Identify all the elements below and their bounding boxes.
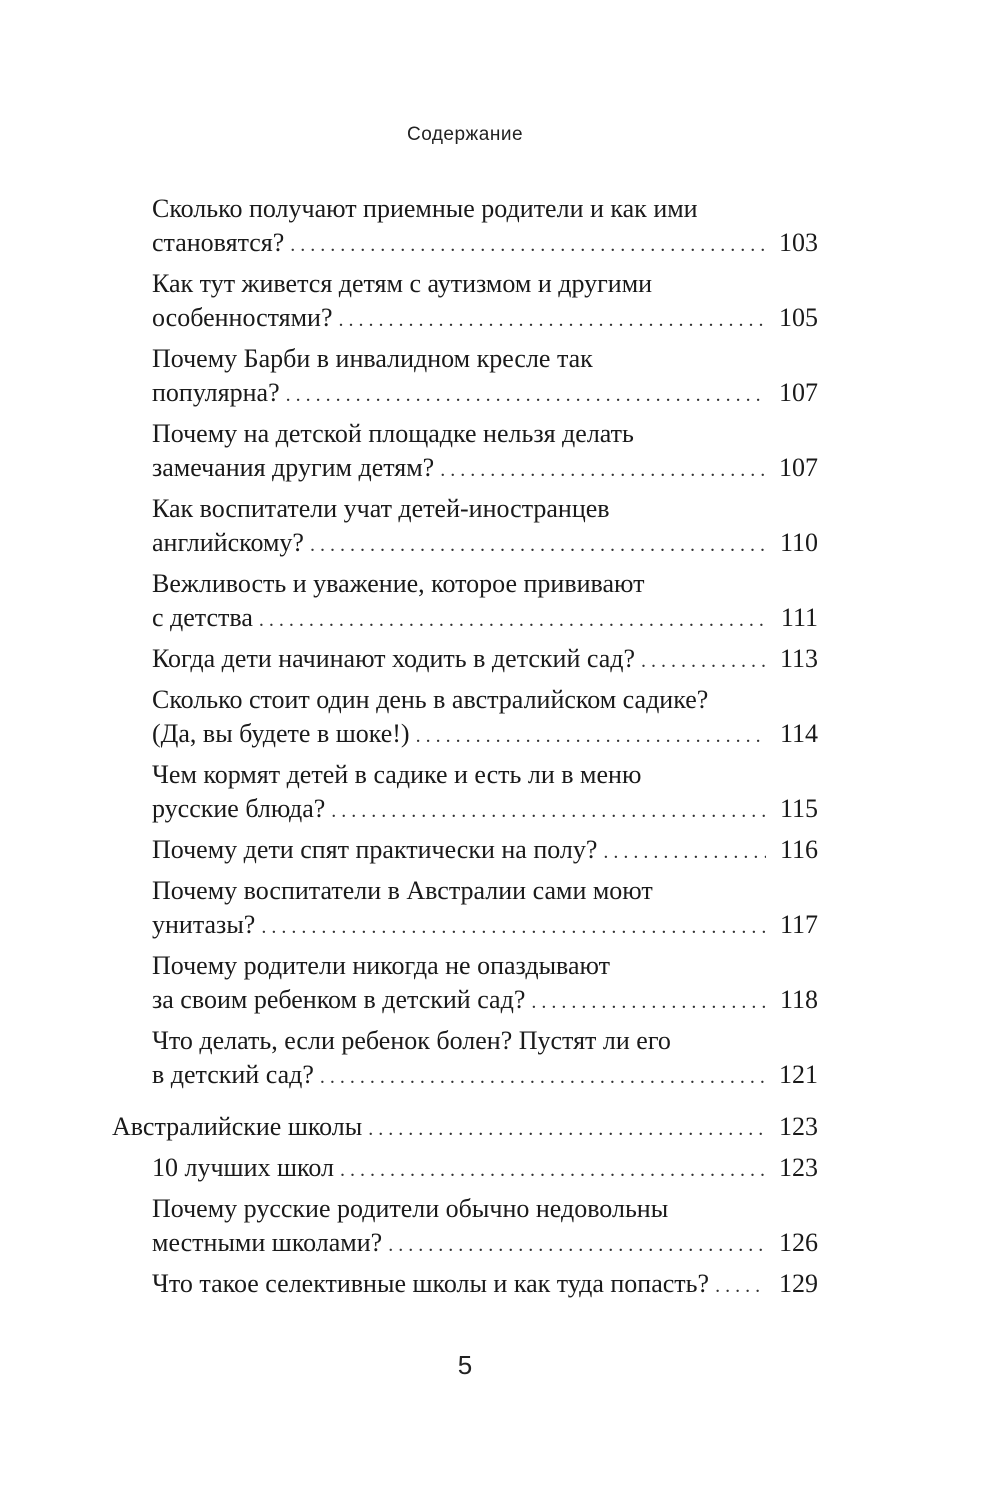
toc-entry-line [152,758,818,792]
toc-page-number: 121 [779,1060,818,1089]
dot-leader [310,528,766,562]
toc-entry-title: Сколько получают приемные родители и как ими [152,194,698,223]
toc-entry-title: (Да, вы будете в шоке!) [152,719,410,748]
toc-entry[interactable] [152,1267,818,1303]
toc-entry-line [152,1226,818,1262]
dot-leader [331,794,766,828]
toc-entry-line [152,1192,818,1226]
toc-entry[interactable] [152,192,818,262]
dot-leader [715,1269,766,1303]
toc-entry-title: с детства [152,603,253,632]
toc-page-number: 129 [779,1269,818,1298]
toc-entry-line [152,267,818,301]
toc-entry[interactable] [152,1151,818,1187]
toc-entry-title: Сколько стоит один день в австралийском садике? [152,685,709,714]
toc-entry-line [152,683,818,717]
toc-section-entry[interactable] [112,1110,818,1146]
toc-entry-title: Как воспитатели учат детей-иностранцев [152,494,610,523]
toc-entry-line [152,792,818,828]
toc-entry-title: Что такое селективные школы и как туда попасть? [152,1269,710,1298]
dot-leader [320,1060,766,1094]
toc-entry-title: Почему родители никогда не опаздывают [152,951,610,980]
toc-page-number: 126 [779,1228,818,1257]
toc-entry-line [152,192,818,226]
dot-leader [290,228,766,262]
toc-entry-title: Почему дети спят практически на полу? [152,835,598,864]
toc-entry[interactable] [152,642,818,678]
dot-leader [340,1153,766,1187]
toc-page-number: 117 [779,910,818,939]
toc-entry-title: русские блюда? [152,794,326,823]
toc-entry-line [152,342,818,376]
toc-entry-title: Почему Барби в инвалидном кресле так [152,344,593,373]
toc-entry-title: Как тут живется детям с аутизмом и другими [152,269,653,298]
toc-entry-line [152,301,818,337]
toc-entry-title: Почему воспитатели в Австралии сами моют [152,876,653,905]
dot-leader [641,644,766,678]
toc-entry-line [152,601,818,637]
toc-entry[interactable] [152,567,818,637]
toc-entry-line [152,1151,818,1187]
toc-entry-title: замечания другим детям? [152,453,435,482]
page-number: 5 [457,1350,473,1380]
toc-entry[interactable] [152,758,818,828]
toc-page-number: 103 [779,228,818,257]
toc-entry[interactable] [152,492,818,562]
toc-entry-line [152,567,818,601]
toc-entry-line [152,833,818,869]
dot-leader [416,719,766,753]
toc-section-title: Австралийские школы [112,1112,363,1141]
toc-page-number: 107 [779,453,818,482]
dot-leader [388,1228,766,1262]
toc-entry-title: Чем кормят детей в садике и есть ли в меню [152,760,642,789]
toc-entry-title: 10 лучших школ [152,1153,334,1182]
dot-leader [531,985,766,1019]
toc-page-number: 110 [779,528,818,557]
toc-page-number: 118 [779,985,818,1014]
toc-entry[interactable] [152,833,818,869]
toc-entry-line [152,451,818,487]
toc-entry-title: Вежливость и уважение, которое прививают [152,569,645,598]
toc-entry-line [152,226,818,262]
toc-page-number: 107 [779,378,818,407]
toc-entry[interactable] [152,683,818,753]
toc-page-number: 113 [779,644,818,673]
toc-entry-line [152,1058,818,1094]
toc-entry[interactable] [152,342,818,412]
toc-entry-title: становятся? [152,228,285,257]
toc-page-number: 123 [779,1112,818,1141]
toc-entry-title: популярна? [152,378,280,407]
toc-entry-title: английскому? [152,528,304,557]
running-head: Содержание [406,124,524,145]
toc-entry-title: Почему русские родители обычно недовольны [152,1194,669,1223]
toc-entry-title: местными школами? [152,1228,383,1257]
toc-entry[interactable] [152,1024,818,1094]
toc-page-number: 116 [779,835,818,864]
toc-entry-title: Когда дети начинают ходить в детский сад? [152,644,636,673]
table-of-contents [0,192,1000,1308]
toc-entry-line [152,908,818,944]
toc-entry-line [112,1110,818,1146]
toc-entry-line [152,717,818,753]
toc-page-number: 123 [779,1153,818,1182]
toc-entry-line [152,983,818,1019]
toc-entry-line [152,949,818,983]
toc-entry-line [152,492,818,526]
toc-entry-title: в детский сад? [152,1060,314,1089]
toc-entry-line [152,417,818,451]
toc-entry-title: Что делать, если ребенок болен? Пустят ли его [152,1026,671,1055]
dot-leader [368,1112,766,1146]
dot-leader [259,603,766,637]
toc-entry-title: унитазы? [152,910,256,939]
toc-entry[interactable] [152,417,818,487]
toc-page-number: 105 [779,303,818,332]
toc-page-number: 115 [779,794,818,823]
dot-leader [440,453,766,487]
toc-page-number: 114 [779,719,818,748]
toc-entry-title: особенностями? [152,303,333,332]
toc-entry[interactable] [152,874,818,944]
toc-entry-title: Почему на детской площадке нельзя делать [152,419,634,448]
toc-entry[interactable] [152,1192,818,1262]
toc-entry-line [152,526,818,562]
dot-leader [339,303,766,337]
dot-leader [286,378,766,412]
toc-entry[interactable] [152,267,818,337]
toc-entry-line [152,1024,818,1058]
dot-leader [261,910,766,944]
toc-entry[interactable] [152,949,818,1019]
toc-entry-line [152,1267,818,1303]
dot-leader [603,835,766,869]
toc-page-number: 111 [780,603,818,632]
toc-entry-line [152,874,818,908]
toc-entry-line [152,642,818,678]
toc-entry-line [152,376,818,412]
toc-entry-title: за своим ребенком в детский сад? [152,985,526,1014]
